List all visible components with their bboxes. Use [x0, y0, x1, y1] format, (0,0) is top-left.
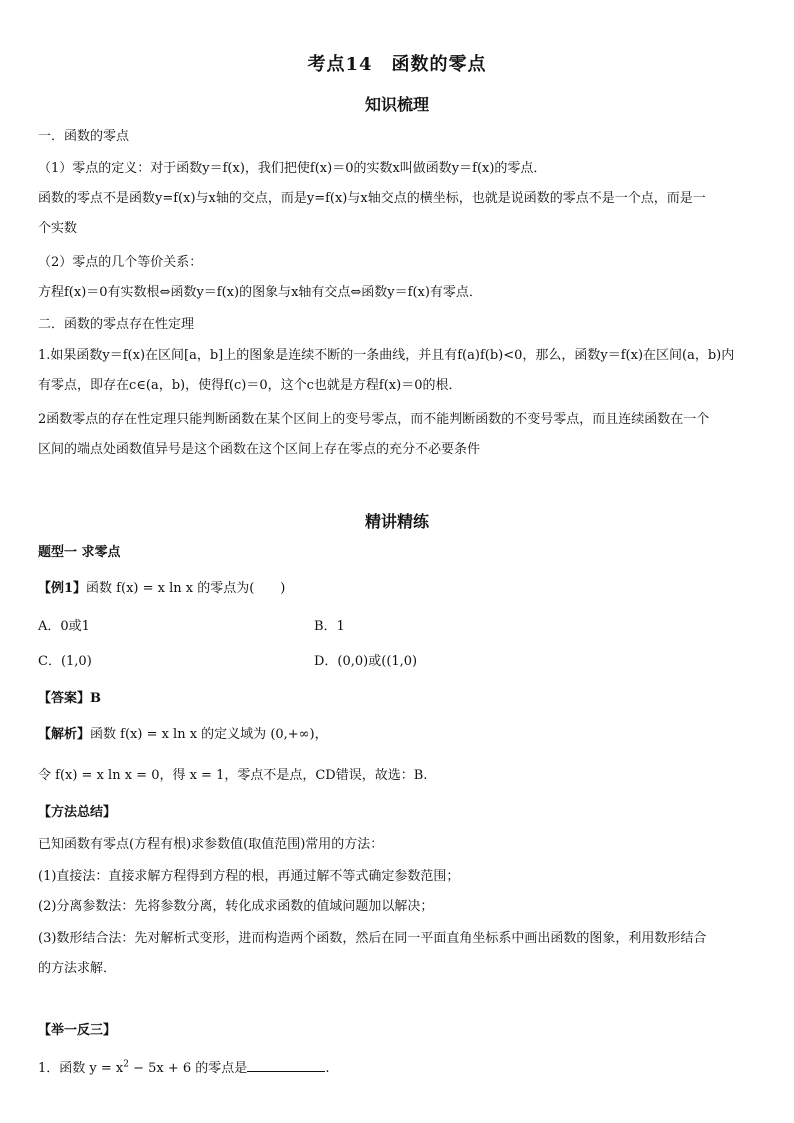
analysis-text-1: 函数 f(x) = x ln x 的定义域为 (0,+∞)， [90, 727, 328, 742]
option-a: A．0或1 [38, 619, 90, 634]
equivalence-heading: （2）零点的几个等价关系： [38, 255, 203, 270]
section-heading-knowledge: 知识梳理 [364, 95, 429, 114]
option-d: D．(0,0)或((1,0) [314, 654, 418, 669]
answer-line: 【答案】B [38, 691, 101, 706]
note-line-2: 个实数 [38, 221, 78, 236]
remark-line-1: 2函数零点的存在性定理只能判断函数在某个区间上的变号零点，而不能判断函数的不变号零点，而且连续函数在一个 [38, 412, 710, 427]
method-3-line-2: 的方法求解． [38, 961, 117, 976]
equivalence-paragraph: 方程f(x)＝0有实数根⇔函数y＝f(x)的图象与x轴有交点⇔函数y＝f(x)有零点． [38, 285, 482, 300]
practice-heading: 【举一反三】 [38, 1023, 117, 1038]
example-question: 函数 f(x) = x ln x 的零点为( ) [86, 581, 286, 596]
heading-existence-theorem: 二．函数的零点存在性定理 [38, 317, 195, 332]
question-1-prefix: 1．函数 y = x [38, 1061, 124, 1076]
remark-line-2: 区间的端点处函数值异号是这个函数在这个区间上存在零点的充分不必要条件 [38, 442, 481, 457]
method-2: (2)分离参数法：先将参数分离，转化成求函数的值域问题加以解决； [38, 899, 434, 914]
page-title: 考点14 函数的零点 [307, 54, 487, 75]
analysis-line-2: 令 f(x) = x ln x = 0，得 x = 1，零点不是点，CD错误，故选：B. [38, 768, 428, 783]
theorem-line-2: 有零点，即存在c∈(a，b)，使得f(c)＝0，这个c也就是方程f(x)＝0的根． [38, 378, 462, 393]
question-1-suffix: . [325, 1061, 330, 1076]
heading-zero-of-function: 一．函数的零点 [38, 129, 130, 144]
theorem-line-1: 1.如果函数y＝f(x)在区间[a，b]上的图象是连续不断的一条曲线，并且有f(a)f(b)<0，那么，函数y＝f(x)在区间(a，b)内 [38, 348, 735, 363]
question-1 [38, 1059, 329, 1078]
option-c: C．(1,0) [38, 654, 92, 669]
method-intro: 已知函数有零点(方程有根)求参数值(取值范围)常用的方法： [38, 837, 384, 852]
problem-type-heading: 题型一 求零点 [38, 545, 121, 560]
analysis-line-1 [38, 726, 328, 744]
answer-blank[interactable] [247, 1059, 325, 1072]
method-3-line-1: (3)数形结合法：先对解析式变形，进而构造两个函数，然后在同一平面直角坐标系中画出函数的图象，利用数形结合 [38, 931, 707, 946]
analysis-tag: 【解析】 [38, 727, 91, 742]
example-tag: 【例1】 [38, 581, 87, 596]
option-b: B．1 [314, 619, 345, 634]
definition-paragraph: （1）零点的定义：对于函数y＝f(x)，我们把使f(x)＝0的实数x叫做函数y＝f(x)的零点． [38, 161, 547, 176]
section-heading-practice: 精讲精练 [364, 512, 429, 531]
method-1: (1)直接法：直接求解方程得到方程的根，再通过解不等式确定参数范围； [38, 869, 460, 884]
question-1-exponent: 2 [123, 1059, 129, 1070]
method-summary-heading: 【方法总结】 [38, 805, 117, 820]
example-1 [38, 580, 285, 598]
question-1-middle: − 5x + 6 的零点是 [128, 1061, 248, 1076]
note-line-1: 函数的零点不是函数y=f(x)与x轴的交点，而是y=f(x)与x轴交点的横坐标，也就是说函数的零点不是一个点，而是一 [38, 191, 706, 206]
